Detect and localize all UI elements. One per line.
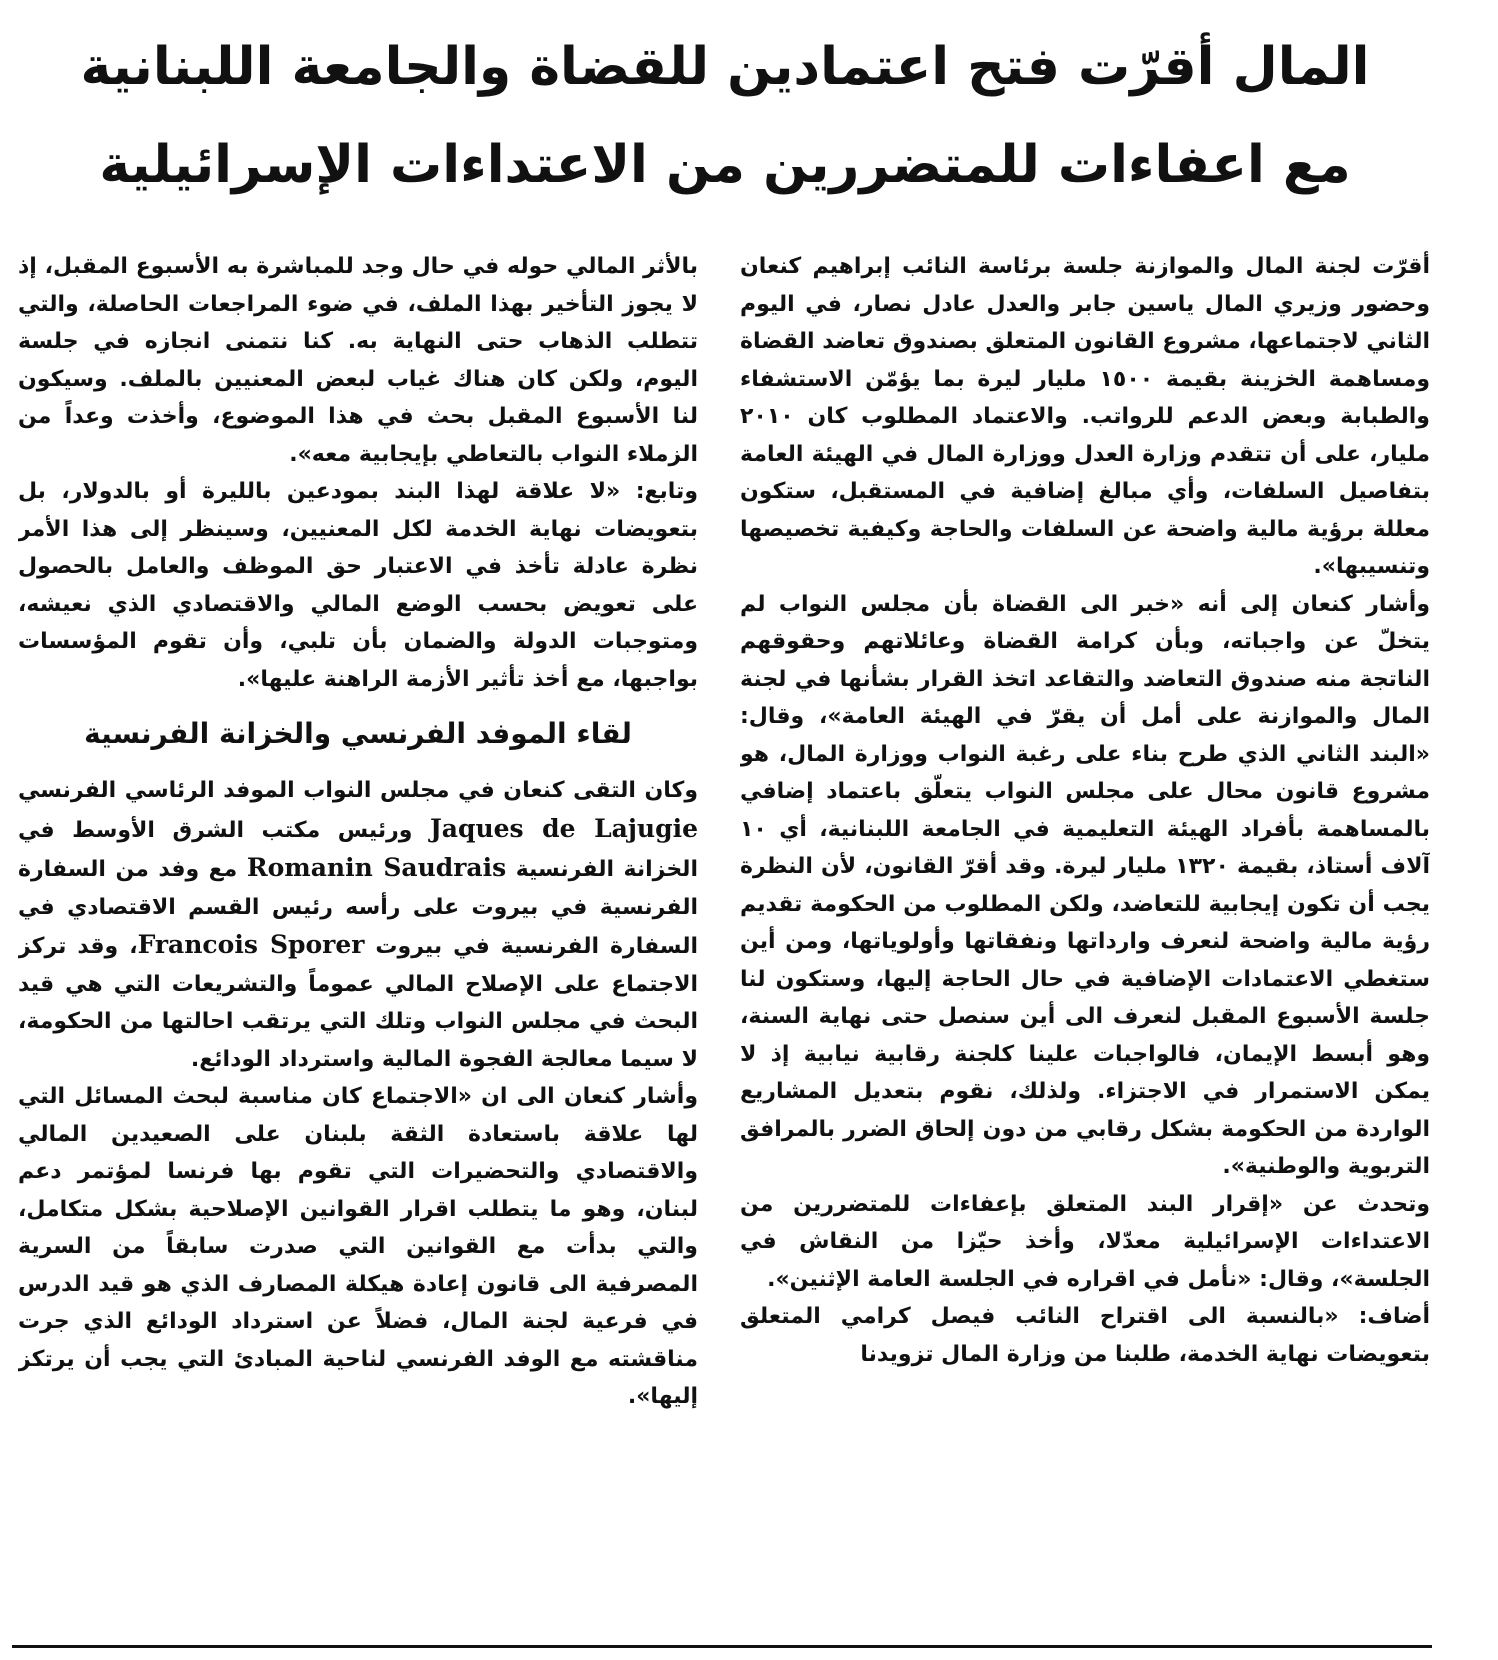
person-name: Romanin Saudrais — [246, 853, 507, 882]
person-name: Jaques de Lajugie — [429, 813, 698, 843]
paragraph: وتحدث عن «إقرار البند المتعلق بإعفاءات للمتضررين من الاعتداءات الإسرائيلية معدّلا، وأخذ حيّزا من النقاش في الجلسة»، وقال: «نأمل في اقراره في الجلسة العامة الإثنين». — [740, 1191, 1430, 1292]
paragraph-text: ورئيس مكتب الشرق الأوسط في الخزانة الفرنسية — [18, 817, 698, 882]
paragraph: أقرّت لجنة المال والموازنة جلسة برئاسة النائب إبراهيم كنعان وحضور وزيري المال ياسين جابر والعدل عادل نصار، في اليوم الثاني لاجتماعها، مشروع القانون المتعلق بصندوق تعاضد القضاة ومساهمة الخزينة بقيمة ١٥٠٠ مليار ليرة بما يؤمّن الاستشفاء والطبابة وبعض الدعم للرواتب. والاعتماد المطلوب كان ٢٠١٠ مليار، على أن تتقدم وزارة العدل ووزارة المال في الهيئة العامة بتفاصيل السلفات، وأي مبالغ إضافية في المستقبل، ستكون معللة برؤية مالية واضحة عن السلفات والحاجة وكيفية تخصيصها وتنسيبها». — [740, 254, 1430, 579]
left-column — [18, 248, 698, 1643]
paragraph-text: مع وفد من السفارة الفرنسية في بيروت على رأسه رئيس القسم الاقتصادي في السفارة الفرنسية في بيروت — [18, 857, 698, 959]
headline-line-2: مع اعفاءات للمتضررين من الاعتداءات الإسرائيلية — [99, 135, 1351, 195]
paragraph: بالأثر المالي حوله في حال وجد للمباشرة به الأسبوع المقبل، إذ لا يجوز التأخير بهذا الملف، في ضوء المراجعات الحاصلة، والتي تتطلب الذهاب حتى النهاية به. كنا نتمنى انجازه في جلسة اليوم، ولكن كان هناك غياب لبعض المعنيين بالملف. وسيكون لنا الأسبوع المقبل بحث في هذا الموضوع، وأخذت وعداً من الزملاء النواب بالتعاطي بإيجابية معه». — [18, 254, 698, 467]
section-subheading: لقاء الموفد الفرنسي والخزانة الفرنسية — [84, 717, 632, 750]
headline-line-1: المال أقرّت فتح اعتمادين للقضاة والجامعة اللبنانية — [80, 37, 1370, 97]
paragraph-text: وكان التقى كنعان في مجلس النواب الموفد الرئاسي الفرنسي — [18, 778, 698, 803]
right-column — [740, 248, 1430, 1643]
paragraph-text: ، وقد تركز الاجتماع على الإصلاح المالي عموماً والتشريعات التي هي قيد البحث في مجلس النواب وتلك التي يرتقب احالتها من الحكومة، لا سيما معالجة الفجوة المالية واسترداد الودائع. — [18, 934, 698, 1072]
paragraph: وتابع: «لا علاقة لهذا البند بمودعين بالليرة أو بالدولار، بل بتعويضات نهاية الخدمة لكل المعنيين، وسينظر إلى هذا الأمر نظرة عادلة تأخذ في الاعتبار حق الموظف والعامل بالحصول على تعويض بحسب الوضع المالي والاقتصادي الذي نعيشه، ومتوجبات الدولة والضمان بأن تلبي، وأن تقوم المؤسسات بواجبها، مع أخذ تأثير الأزمة الراهنة عليها». — [18, 479, 698, 692]
person-name: Francois Sporer — [137, 930, 365, 959]
paragraph: أضاف: «بالنسبة الى اقتراح النائب فيصل كرامي المتعلق بتعويضات نهاية الخدمة، طلبنا من وزارة المال تزويدنا — [740, 1304, 1430, 1367]
paragraph: وأشار كنعان إلى أنه «خبر الى القضاة بأن مجلس النواب لم يتخلّ عن واجباته، وبأن كرامة القضاة وعائلاتهم وحقوقهم الناتجة منه صندوق التعاضد والتقاعد اتخذ القرار بشأنها في لجنة المال والموازنة على أمل أن يقرّ في الهيئة العامة»، وقال: «البند الثاني الذي طرح بناء على رغبة النواب ووزارة المال، هو مشروع قانون محال على مجلس النواب يتعلّق باعتماد إضافي بالمساهمة بأفراد الهيئة التعليمية في الجامعة اللبنانية، أي ١٠ آلاف أستاذ، بقيمة ١٣٢٠ مليار ليرة. وقد أقرّ القانون، لأن النظرة يجب أن تكون إيجابية للتعاضد، ولكن المطلوب من الحكومة تقديم رؤية مالية واضحة لنعرف وارداتها ونفقاتها وأولوياتها، ومن أين ستغطي الاعتمادات الإضافية في حال الحاجة إليها، وستكون لنا جلسة الأسبوع المقبل لنعرف الى أين سنصل حتى نهاية السنة، وهو أبسط الإيمان، فالواجبات علينا كلجنة رقابية نيابية إذ لا يمكن الاستمرار في الاجتزاء. ولذلك، نقوم بتعديل المشاريع الواردة من الحكومة بشكل رقابي من دون إلحاق الضرر بالمرافق التربوية والوطنية». — [740, 591, 1430, 1179]
article-headline — [30, 18, 1420, 214]
paragraph: وأشار كنعان الى ان «الاجتماع كان مناسبة لبحث المسائل التي لها علاقة باستعادة الثقة بلبنان على الصعيدين المالي والاقتصادي والتحضيرات التي تقوم بها فرنسا لمؤتمر دعم لبنان، وهو ما يتطلب اقرار القوانين الإصلاحية بشكل متكامل، والتي بدأت مع القوانين التي صدرت سابقاً من السرية المصرفية الى قانون إعادة هيكلة المصارف الذي هو قيد الدرس في فرعية لجنة المال، فضلاً عن استرداد الودائع الذي جرت مناقشته مع الوفد الفرنسي لناحية المبادئ التي يجب أن يرتكز إليها». — [18, 1084, 698, 1409]
paragraph — [18, 772, 698, 1078]
bottom-rule — [12, 1645, 1432, 1648]
